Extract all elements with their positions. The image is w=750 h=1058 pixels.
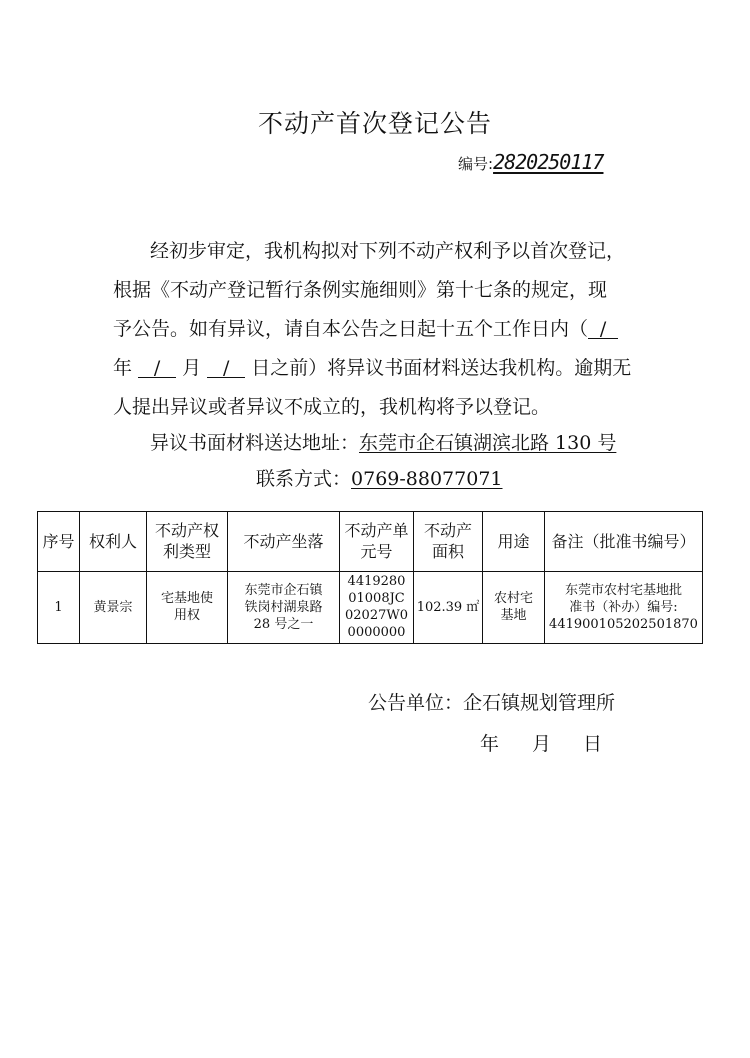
cell-use: 农村宅 基地 bbox=[483, 571, 545, 643]
address-value: 东莞市企石镇湖滨北路 130 号 bbox=[359, 432, 617, 454]
announcing-unit: 公告单位：企石镇规划管理所 bbox=[368, 692, 616, 714]
cell-unit-number: 4419280 01008JC 02027W0 0000000 bbox=[340, 571, 414, 643]
header-right-type: 不动产权 利类型 bbox=[147, 512, 228, 572]
year-label: 年 bbox=[113, 357, 133, 379]
body-line-2: 根据《不动产登记暂行条例实施细则》第十七条的规定，现 bbox=[113, 279, 608, 301]
cell-owner: 黄景宗 bbox=[80, 571, 147, 643]
start-date-blank: / bbox=[588, 320, 618, 339]
address-label: 异议书面材料送达地址： bbox=[150, 432, 360, 454]
header-owner: 权利人 bbox=[80, 512, 147, 572]
contact-value: 0769-88077071 bbox=[351, 468, 503, 490]
header-use: 用途 bbox=[483, 512, 545, 572]
serial-number bbox=[458, 150, 603, 174]
table-row bbox=[38, 571, 703, 643]
date-day: 日 bbox=[583, 733, 603, 755]
month-label: 月 bbox=[182, 357, 202, 379]
objection-address bbox=[150, 430, 616, 456]
serial-label: 编号: bbox=[458, 155, 494, 173]
cell-location: 东莞市企石镇 铁岗村湖泉路 28 号之一 bbox=[228, 571, 340, 643]
date-year: 年 bbox=[480, 733, 500, 755]
date-month: 月 bbox=[532, 733, 552, 755]
page-title: 不动产首次登记公告 bbox=[257, 109, 492, 138]
body-line-1: 经初步审定，我机构拟对下列不动产权利予以首次登记， bbox=[150, 240, 626, 262]
header-area: 不动产 面积 bbox=[414, 512, 483, 572]
registration-table bbox=[37, 511, 703, 644]
table-header-row bbox=[38, 512, 703, 572]
cell-no: 1 bbox=[38, 571, 80, 643]
body-line-3-text: 予公告。如有异议，请自本公告之日起十五个工作日内（ bbox=[113, 318, 589, 340]
body-line-4 bbox=[113, 355, 631, 381]
cell-remark: 东莞市农村宅基地批 准书（补办）编号: 441900105202501870 bbox=[545, 571, 703, 643]
contact-label: 联系方式： bbox=[256, 468, 352, 490]
contact-info bbox=[256, 466, 503, 492]
day-blank: / bbox=[207, 359, 245, 378]
header-no: 序号 bbox=[38, 512, 80, 572]
cell-area: 102.39 ㎡ bbox=[414, 571, 483, 643]
header-remark: 备注（批准书编号） bbox=[545, 512, 703, 572]
month-blank: / bbox=[138, 359, 176, 378]
body-line-5: 人提出异议或者异议不成立的，我机构将予以登记。 bbox=[113, 396, 551, 418]
header-location: 不动产坐落 bbox=[228, 512, 340, 572]
body-line-3 bbox=[113, 316, 618, 342]
cell-right-type: 宅基地使 用权 bbox=[147, 571, 228, 643]
body-line-4-text: 日之前）将异议书面材料送达我机构。逾期无 bbox=[251, 357, 632, 379]
header-unit-number: 不动产单 元号 bbox=[340, 512, 414, 572]
serial-value: 2820250117 bbox=[493, 150, 604, 174]
